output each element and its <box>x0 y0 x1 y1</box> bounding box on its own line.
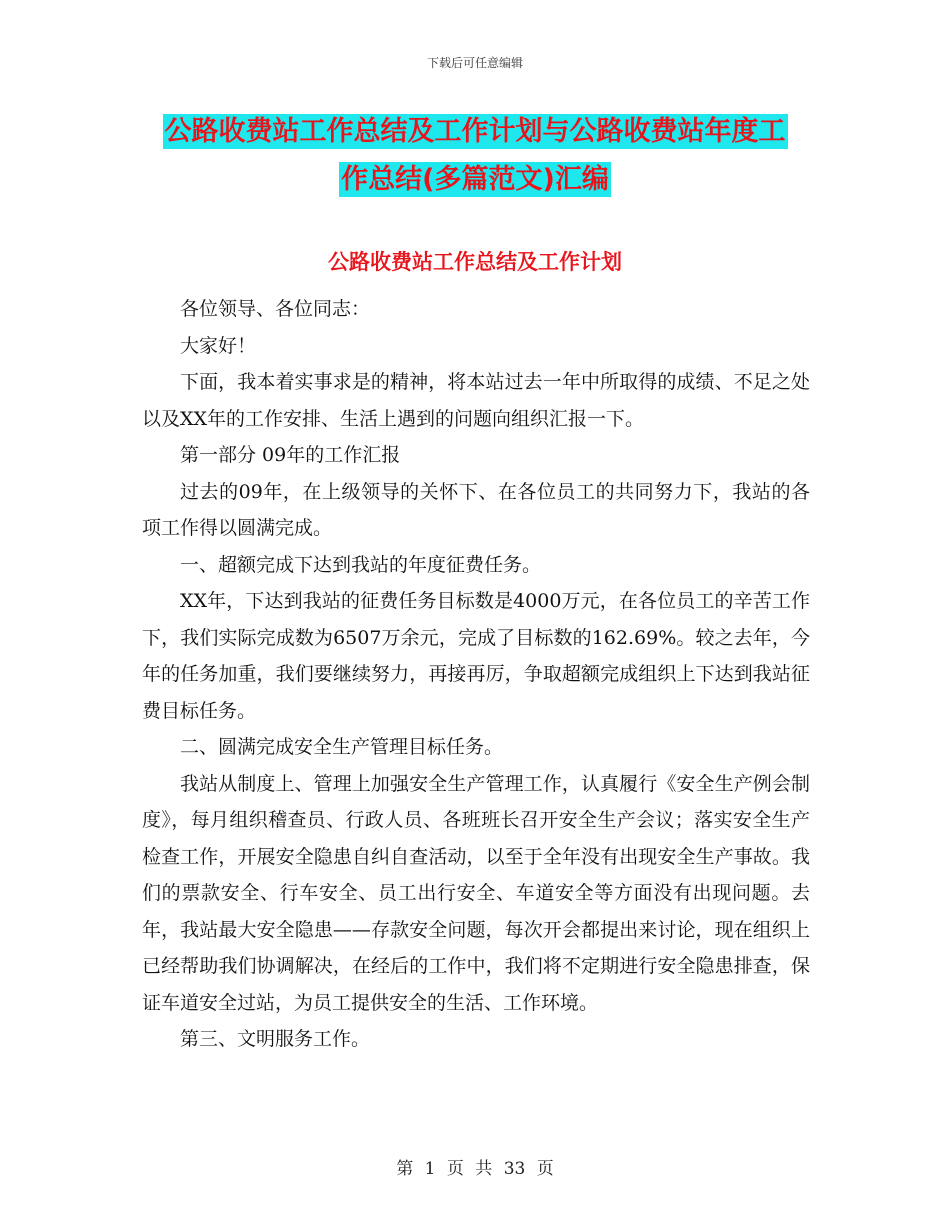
document-title <box>0 108 950 204</box>
paragraph-item-one-heading: 一、超额完成下达到我站的年度征费任务。 <box>180 553 542 576</box>
document-title-line1: 公路收费站工作总结及工作计划与公路收费站年度工 <box>164 116 786 147</box>
paragraph-item-three-heading: 第三、文明服务工作。 <box>180 1028 371 1050</box>
paragraph-item-two-heading: 二、圆满完成安全生产管理目标任务。 <box>180 736 504 758</box>
page-header-note: 下载后可任意编辑 <box>426 56 523 70</box>
paragraph-item-two-body: 我站从制度上、管理上加强安全生产管理工作，认真履行《安全生产例会制度》，每月组织稽查员、行政人员、各班班长召开安全生产会议；落实安全生产检查工作，开展安全隐患自纠自查活动，以至于全年没有出现安全生产事故。我们的票款安全、行车安全、员工出行安全、车道安全等方面没有出现问题。去年，我站最大安全隐患——存款安全问题，每次开会都提出来讨论，现在组织上已经帮助我们协调解决，在经后的工作中，我们将不定期进行安全隐患排查，保证车道安全过站，为员工提供安全的生活、工作环境。 <box>142 772 810 1014</box>
document-title-line2: 作总结(多篇范文)汇编 <box>341 164 609 195</box>
paragraph-part-one-summary: 过去的09年，在上级领导的关怀下、在各位员工的共同努力下，我站的各项工作得以圆满完成。 <box>142 480 810 539</box>
paragraph-part-one-heading: 第一部分 09年的工作汇报 <box>180 444 401 466</box>
paragraph-intro: 下面，我本着实事求是的精神，将本站过去一年中所取得的成绩、不足之处以及XX年的工作安排、生活上遇到的问题向组织汇报一下。 <box>142 371 810 430</box>
paragraph-item-one-body: XX年，下达到我站的征费任务目标数是4000万元，在各位员工的辛苦工作下，我们实际完成数为6507万余元，完成了目标数的162.69%。较之去年，今年的任务加重，我们要继续努力，再接再厉，争取超额完成组织上下达到我站征费目标任务。 <box>142 590 810 722</box>
page-number-footer: 第 1 页 共 33 页 <box>396 1159 554 1179</box>
paragraph-greeting: 各位领导、各位同志： <box>180 298 371 320</box>
section-title: 公路收费站工作总结及工作计划 <box>328 250 622 274</box>
document-body <box>142 291 810 1058</box>
paragraph-hello: 大家好！ <box>180 334 257 357</box>
